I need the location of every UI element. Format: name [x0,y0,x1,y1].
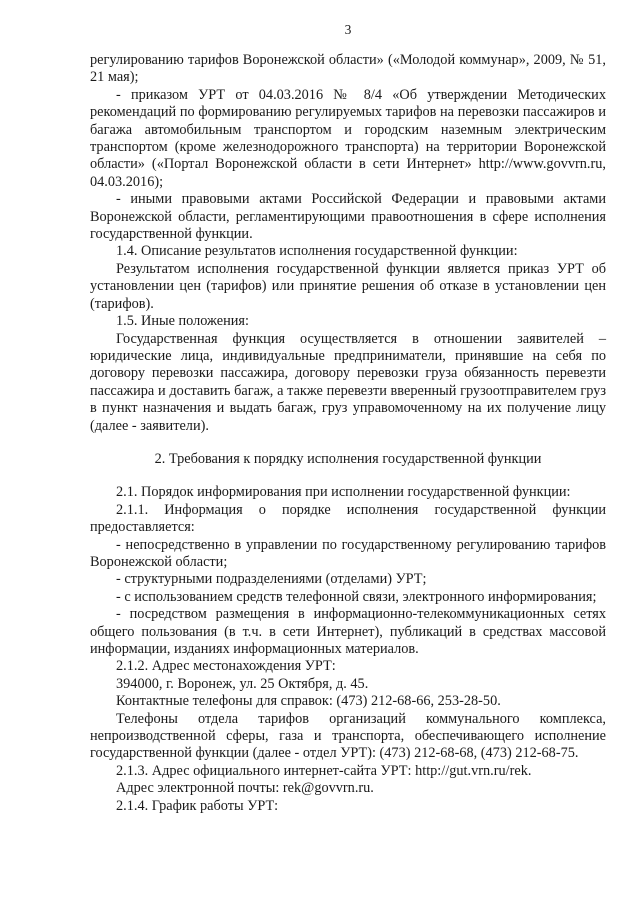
list-item-structural-units: - структурными подразделениями (отделами) УРТ; [116,571,427,588]
section-1-4-heading: 1.4. Описание результатов исполнения государственной функции: [116,243,518,260]
contact-phones: Контактные телефоны для справок: (473) 212-68-66, 253-28-50. [116,693,501,710]
paragraph-other-acts: - иными правовыми актами Российской Федерации и правовыми актами Воронежской области, регламентирующими правоотношения в сфере исполнения государственной функции. [90,191,606,243]
section-2-1-3-website: 2.1.3. Адрес официального интернет-сайта УРТ: http://gut.vrn.ru/rek. [116,762,532,779]
list-item-internet: - посредством размещения в информационно-телекоммуникационных сетях общего пользования (в т.ч. в сети Интернет), публикаций в средствах массовой информации, изданиях информационных материалов. [90,606,606,657]
document-body [90,52,606,815]
section-2-1-2-heading: 2.1.2. Адрес местонахождения УРТ: [116,658,336,675]
section-1-5-heading: 1.5. Иные положения: [116,313,249,330]
department-phones: Телефоны отдела тарифов организаций коммунального комплекса, непроизводственной сферы, газа и транспорта, обеспечивающего исполнение государственной функции (далее - отдел УРТ): (473) 212-68-68, (473) 212-68-75. [90,710,606,762]
list-item-phone: - с использованием средств телефонной связи, электронного информирования; [116,588,597,605]
paragraph-result: Результатом исполнения государственной функции является приказ УРТ об установлении цен (тарифов) или принятие решения об отказе в установлении цен (тарифов). [90,260,606,312]
list-item-directly: - непосредственно в управлении по государственному регулированию тарифов Воронежской области; [90,536,606,570]
section-2-1-4-heading: 2.1.4. График работы УРТ: [116,797,279,814]
address: 394000, г. Воронеж, ул. 25 Октября, д. 45. [116,675,369,692]
page-number: 3 [344,22,352,37]
document-page [90,0,606,905]
paragraph-applicants: Государственная функция осуществляется в отношении заявителей – юридические лица, индивидуальные предприниматели, принявшие на себя по договору перевозки пассажира, договору перевозки груза обязанность перевезти пассажира и доставить багаж, а также перевезти вверенный грузоотправителем груз в пункт назначения и выдать багаж, груз управомоченному на их получение лицу (далее - заявители). [90,330,606,434]
section-2-1-1-heading: 2.1.1. Информация о порядке исполнения государственной функции предоставляется: [90,501,606,536]
section-2-title: 2. Требования к порядку исполнения государственной функции [154,450,542,467]
section-2-1-heading: 2.1. Порядок информирования при исполнении государственной функции: [116,484,571,501]
email-address: Адрес электронной почты: rek@govvrn.ru. [116,780,374,797]
paragraph-1-continuation: регулированию тарифов Воронежской области» («Молодой коммунар», 2009, № 51, 21 мая); [90,52,606,86]
paragraph-order-8-4: - приказом УРТ от 04.03.2016 № 8/4 «Об утверждении Методических рекомендаций по формированию регулируемых тарифов на перевозки пассажиров и багажа автомобильным транспортом и городским наземным электрическим транспортом (кроме железнодорожного транспорта) на территории Воронежской области» («Портал Воронежской области в сети Интернет» http://www.govvrn.ru, 04.03.2016); [90,86,606,190]
